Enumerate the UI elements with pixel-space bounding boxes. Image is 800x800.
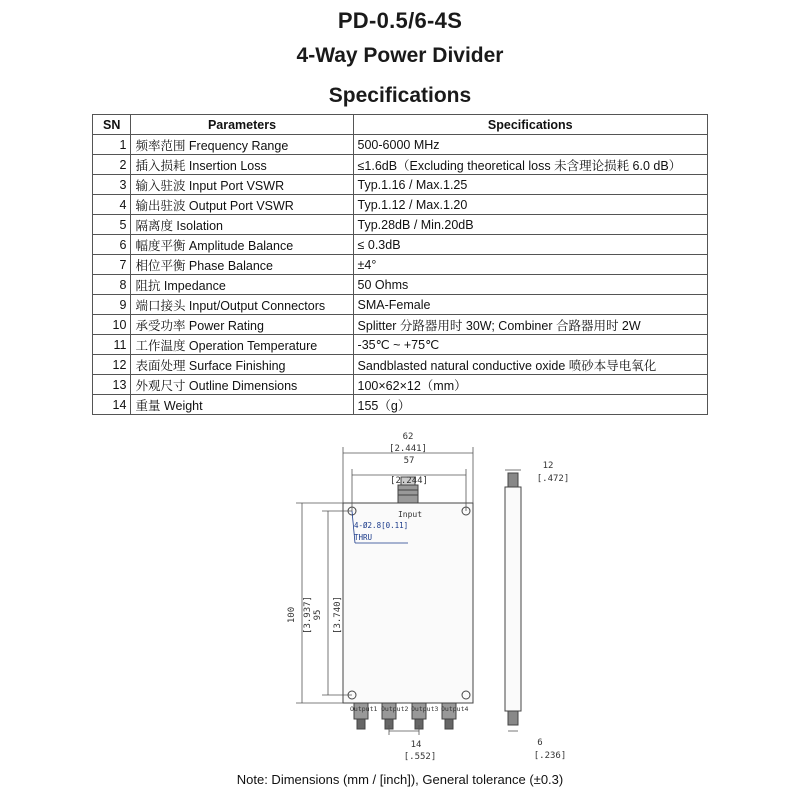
row-sn-cell: 4: [93, 195, 131, 215]
row-sn-cell: 14: [93, 395, 131, 415]
dim-hole-height-inch: [3.740]: [333, 596, 343, 634]
row-sn-cell: 10: [93, 315, 131, 335]
row-parameter-cell: 端口接头 Input/Output Connectors: [131, 295, 353, 315]
row-sn-cell: 11: [93, 335, 131, 355]
table-row: [93, 275, 708, 295]
table-row: [93, 195, 708, 215]
dim-width-value: 62: [402, 432, 414, 442]
dim-hole-height-value: 95: [313, 609, 323, 621]
row-specification-cell: Sandblasted natural conductive oxide 喷砂本导电氧化: [353, 355, 707, 375]
row-sn-cell: 7: [93, 255, 131, 275]
row-specification-cell: 50 Ohms: [353, 275, 707, 295]
dim-offset-inch: [.236]: [533, 751, 567, 761]
row-sn-cell: 12: [93, 355, 131, 375]
specifications-table: [92, 114, 708, 415]
row-specification-cell: 155（g）: [353, 395, 707, 415]
output3-label: Output3: [411, 705, 439, 713]
dim-width-inch: [2.441]: [389, 444, 427, 454]
product-title: 4-Way Power Divider: [296, 44, 504, 67]
row-sn-cell: 5: [93, 215, 131, 235]
row-sn-cell: 6: [93, 235, 131, 255]
row-parameter-cell: 隔离度 Isolation: [131, 215, 353, 235]
row-specification-cell: SMA-Female: [353, 295, 707, 315]
hole-callout-text: 4-Ø2.8[0.11]: [354, 521, 409, 530]
table-row: [93, 215, 708, 235]
row-specification-cell: 100×62×12（mm）: [353, 375, 707, 395]
hole-thru-text: THRU: [354, 533, 373, 542]
row-parameter-cell: 插入损耗 Insertion Loss: [131, 155, 353, 175]
dim-height-value: 100: [287, 606, 297, 624]
side-view-outline: [505, 487, 521, 711]
section-title: Specifications: [328, 84, 472, 107]
table-body: [93, 135, 708, 415]
row-specification-cell: Splitter 分路器用时 30W; Combiner 合路器用时 2W: [353, 315, 707, 335]
row-specification-cell: -35℃ ~ +75℃: [353, 335, 707, 355]
table-row: [93, 235, 708, 255]
row-parameter-cell: 频率范围 Frequency Range: [131, 135, 353, 155]
row-sn-cell: 1: [93, 135, 131, 155]
row-parameter-cell: 重量 Weight: [131, 395, 353, 415]
output1-label: Output1: [350, 705, 378, 713]
output4-label: Output4: [441, 705, 469, 713]
table-row: [93, 315, 708, 335]
row-specification-cell: 500-6000 MHz: [353, 135, 707, 155]
row-parameter-cell: 幅度平衡 Amplitude Balance: [131, 235, 353, 255]
row-sn-cell: 9: [93, 295, 131, 315]
table-header-row: [93, 115, 708, 135]
row-parameter-cell: 承受功率 Power Rating: [131, 315, 353, 335]
side-connector-bottom-icon: [508, 711, 518, 725]
table-row: [93, 175, 708, 195]
header-sn: SN: [93, 115, 131, 135]
row-parameter-cell: 输出驻波 Output Port VSWR: [131, 195, 353, 215]
side-connector-top-icon: [508, 473, 518, 487]
row-sn-cell: 3: [93, 175, 131, 195]
outline-drawing: [270, 425, 570, 770]
table-row: [93, 155, 708, 175]
row-specification-cell: ±4°: [353, 255, 707, 275]
row-sn-cell: 2: [93, 155, 131, 175]
header-parameters: Parameters: [131, 115, 353, 135]
header-specifications: Specifications: [353, 115, 707, 135]
row-parameter-cell: 输入驻波 Input Port VSWR: [131, 175, 353, 195]
table-row: [93, 295, 708, 315]
dim-pitch-value: 14: [410, 740, 422, 750]
table-row: [93, 255, 708, 275]
row-parameter-cell: 相位平衡 Phase Balance: [131, 255, 353, 275]
dim-span-value: 57: [403, 456, 415, 466]
row-specification-cell: ≤ 0.3dB: [353, 235, 707, 255]
table-row: [93, 375, 708, 395]
output2-label: Output2: [381, 705, 409, 713]
table-row: [93, 335, 708, 355]
row-specification-cell: Typ.1.12 / Max.1.20: [353, 195, 707, 215]
input-port-label: Input: [397, 510, 423, 519]
model-title: PD-0.5/6-4S: [337, 8, 463, 33]
row-parameter-cell: 外观尺寸 Outline Dimensions: [131, 375, 353, 395]
row-sn-cell: 8: [93, 275, 131, 295]
dim-height-inch: [3.937]: [303, 596, 313, 634]
row-specification-cell: Typ.1.16 / Max.1.25: [353, 175, 707, 195]
dim-thickness-value: 12: [542, 461, 554, 471]
dimension-note: Note: Dimensions (mm / [inch]), General tolerance (±0.3): [236, 772, 564, 787]
row-sn-cell: 13: [93, 375, 131, 395]
row-parameter-cell: 阻抗 Impedance: [131, 275, 353, 295]
row-parameter-cell: 工作温度 Operation Temperature: [131, 335, 353, 355]
dim-offset-value: 6: [537, 738, 543, 748]
dim-thickness-inch: [.472]: [536, 474, 570, 484]
row-specification-cell: Typ.28dB / Min.20dB: [353, 215, 707, 235]
dim-span-inch: [2.244]: [390, 476, 428, 486]
table-row: [93, 355, 708, 375]
dim-pitch-inch: [.552]: [403, 752, 437, 762]
table-row: [93, 135, 708, 155]
row-parameter-cell: 表面处理 Surface Finishing: [131, 355, 353, 375]
table-row: [93, 395, 708, 415]
row-specification-cell: ≤1.6dB（Excluding theoretical loss 未含理论损耗 6.0 dB）: [353, 155, 707, 175]
